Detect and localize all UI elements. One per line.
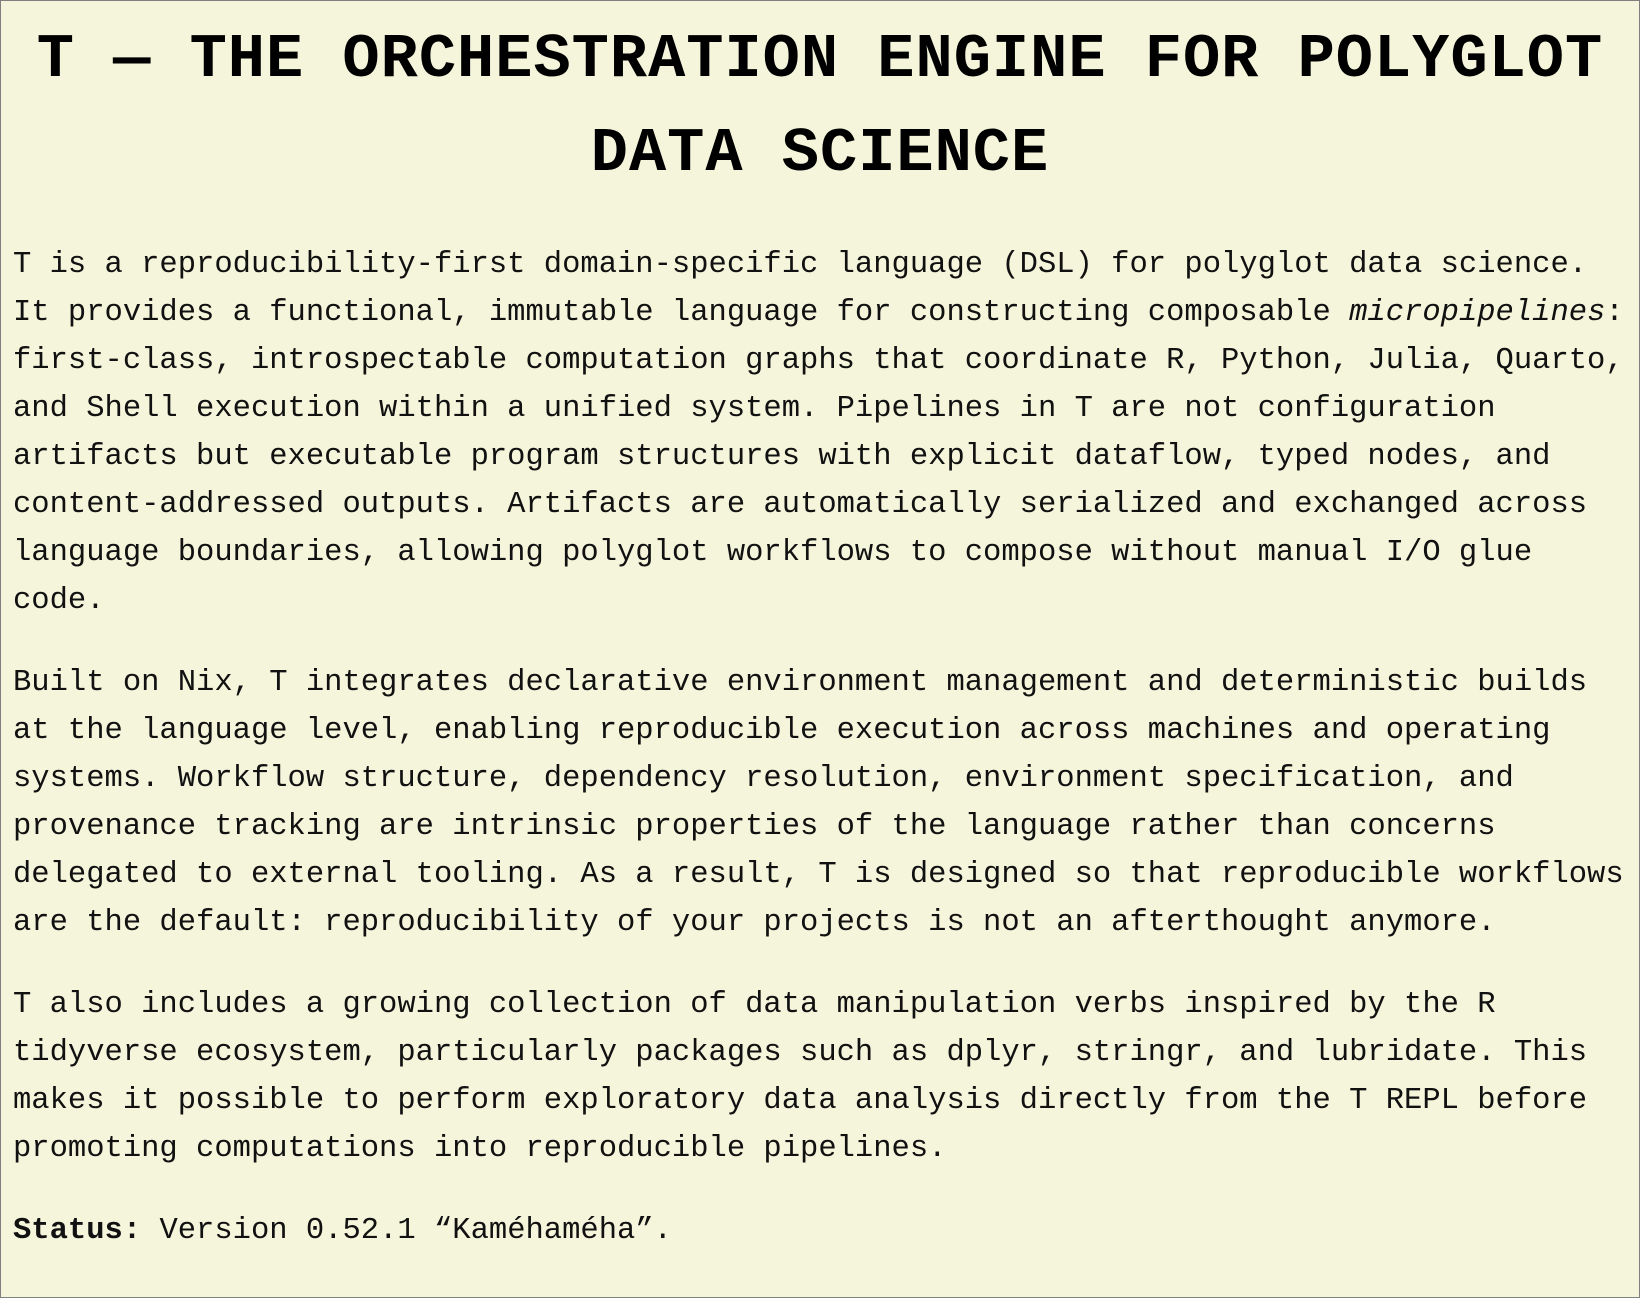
intro-text-before: T is a reproducibility-first domain-specific language (DSL) for polyglot data science. It provides a functional, immutable language for constructing composable <box>13 248 1588 330</box>
status-label: Status: <box>13 1214 142 1248</box>
status-line <box>13 1207 1627 1255</box>
page-title: T — THE ORCHESTRATION ENGINE FOR POLYGLOT DATA SCIENCE <box>36 24 1604 189</box>
nix-paragraph: Built on Nix, T integrates declarative environment management and deterministic builds at the language level, enabling reproducible execution across machines and operating systems. Workflow structure, dependency resolution, environment specification, and provenance tracking are intrinsic properties of the language rather than concerns delegated to external tooling. As a result, T is designed so that reproducible workflows are the default: reproducibility of your projects is not an afterthought anymore. <box>13 666 1624 940</box>
intro-paragraph <box>13 241 1627 625</box>
micropipelines-term: micropipelines <box>1349 296 1606 330</box>
status-value: Version 0.52.1 “Kaméhaméha”. <box>159 1214 672 1248</box>
intro-text-after: : first-class, introspectable computation graphs that coordinate R, Python, Julia, Quarto, and Shell execution within a unified system. Pipelines in T are not configuration artifacts but executable program structures with explicit dataflow, typed nodes, and content-addressed outputs. Artifacts are automatically serialized and exchanged across language boundaries, allowing polyglot workflows to compose without manual I/O glue code. <box>13 296 1624 618</box>
tidyverse-paragraph: T also includes a growing collection of data manipulation verbs inspired by the R tidyverse ecosystem, particularly packages such as dplyr, stringr, and lubridate. This makes it possible to perform exploratory data analysis directly from the T REPL before promoting computations into reproducible pipelines. <box>13 988 1588 1166</box>
